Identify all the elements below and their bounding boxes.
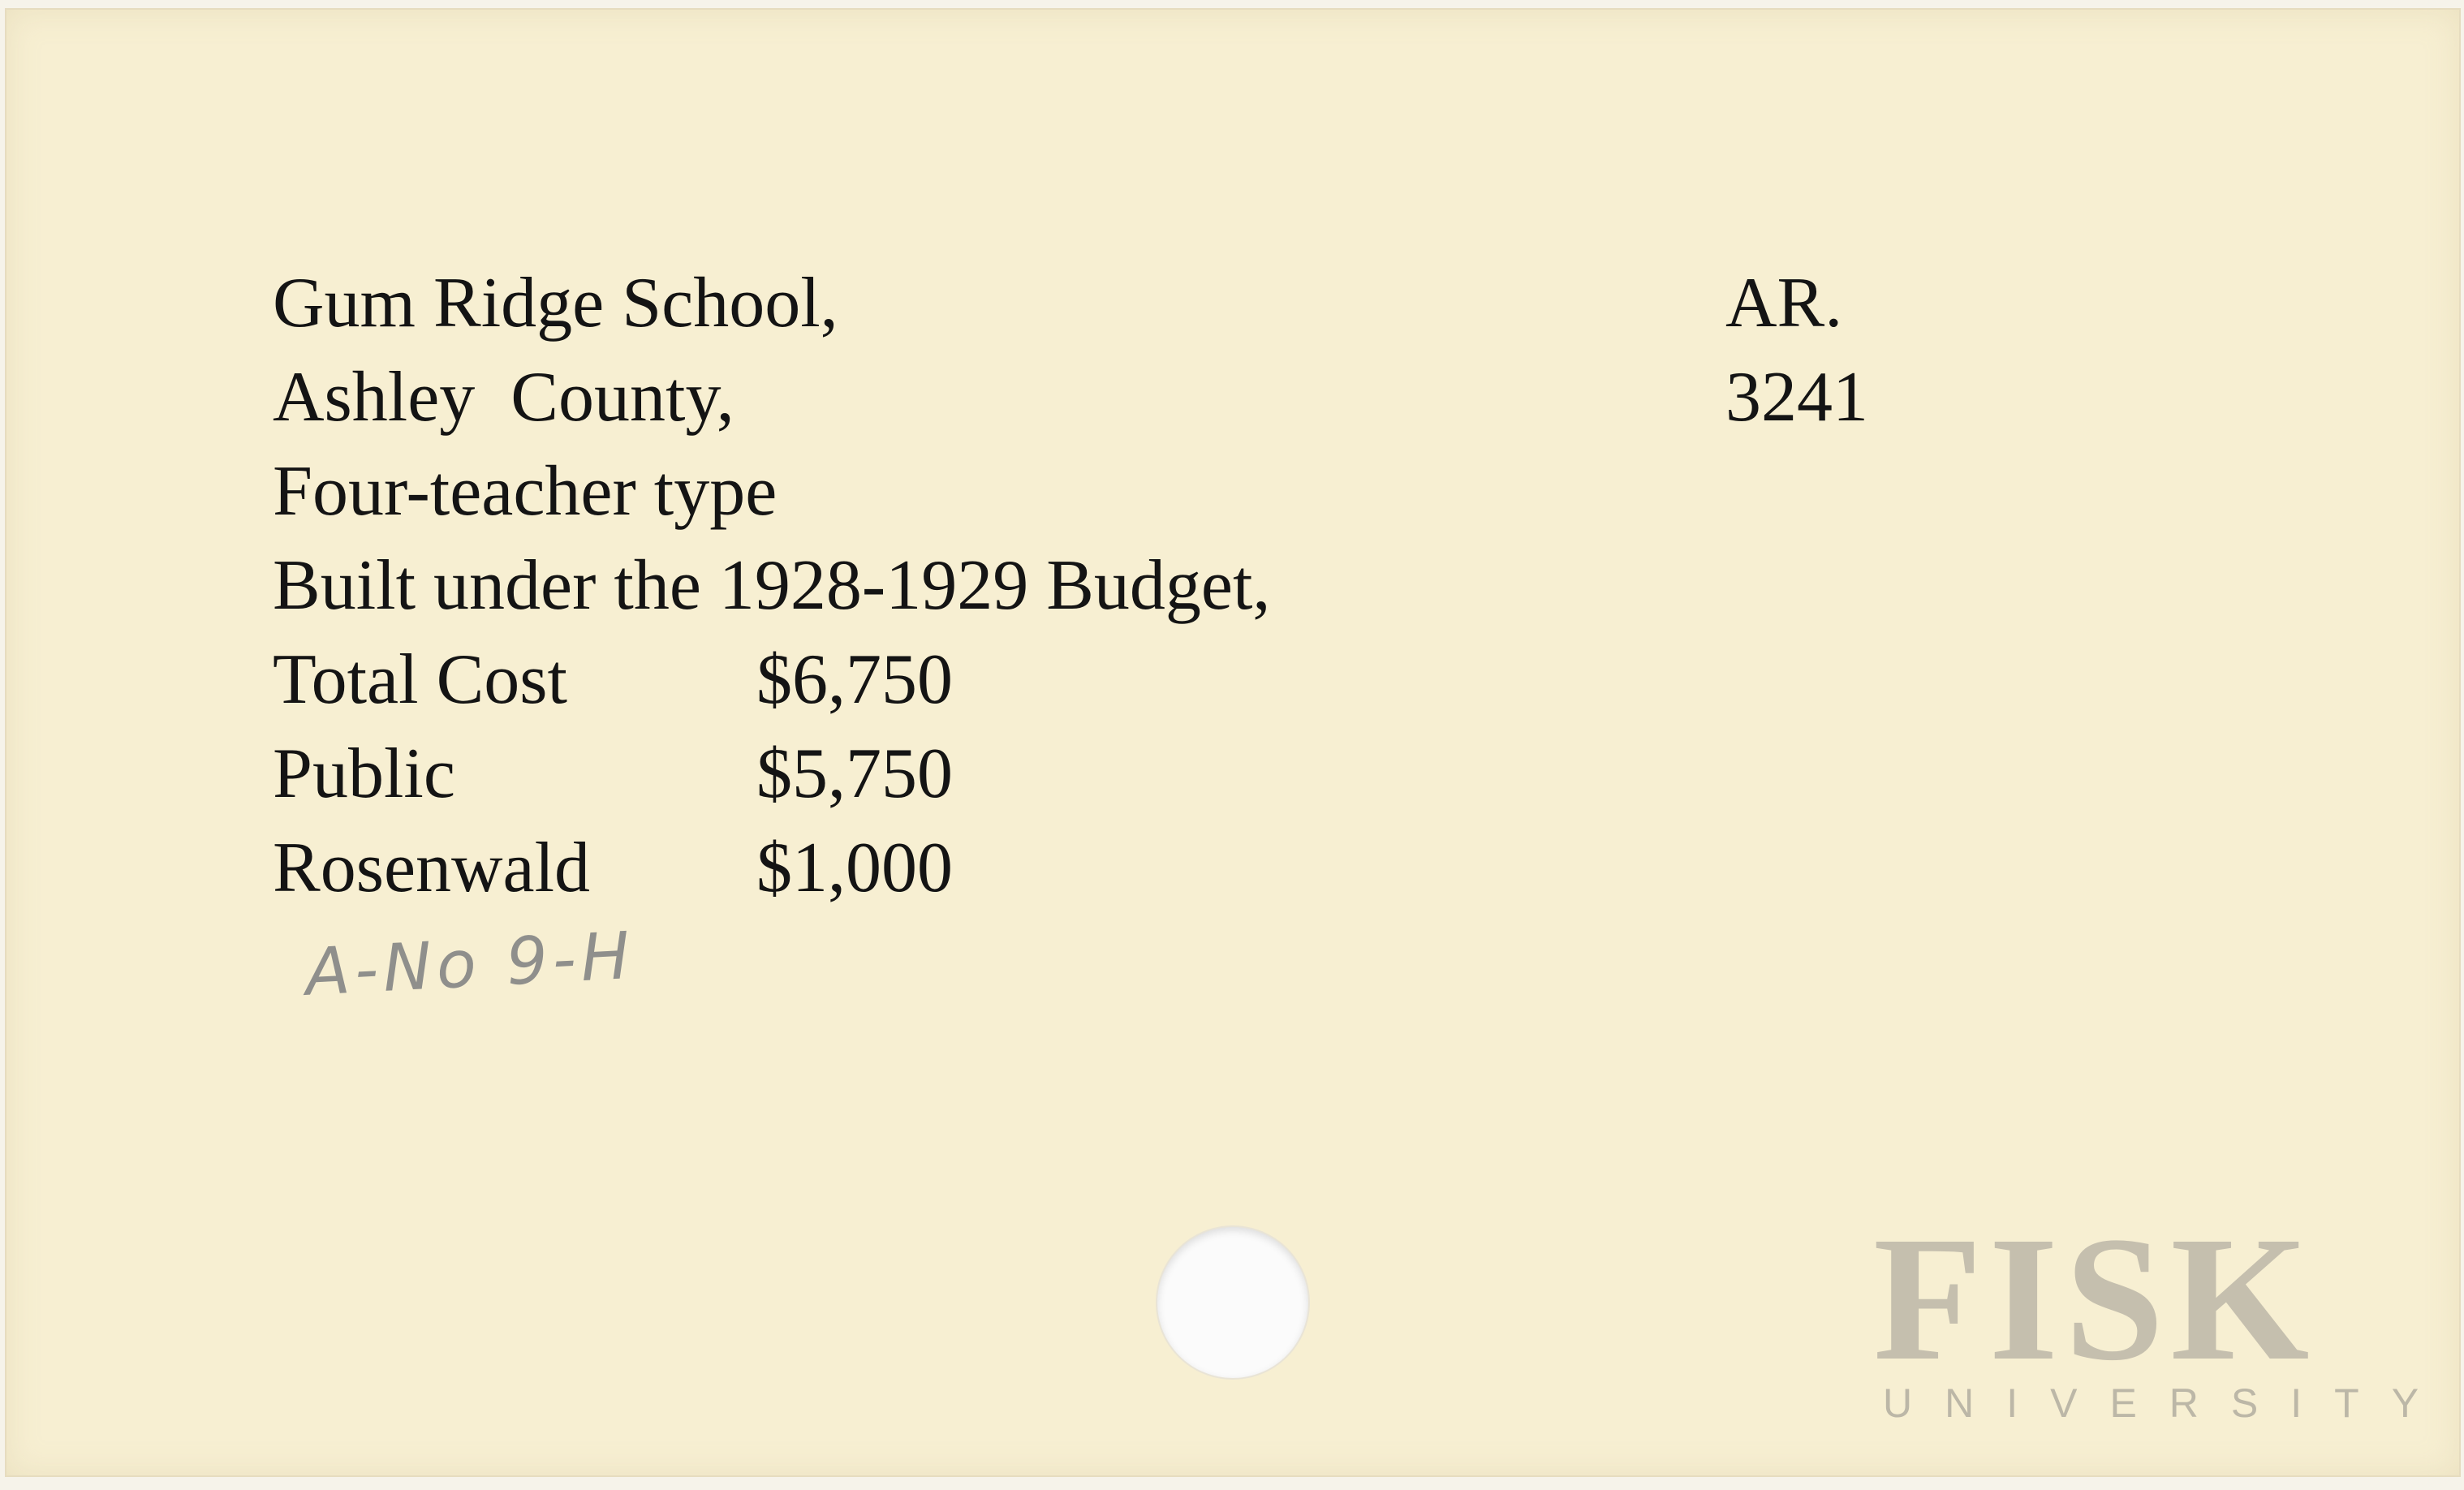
- logo-subtitle: UNIVERSITY: [1883, 1380, 2452, 1426]
- state-code: AR.: [1725, 264, 1843, 342]
- school-type-line: Four-teacher type: [273, 452, 778, 531]
- index-card: [5, 8, 2461, 1477]
- budget-line: Built under the 1928-1929 Budget,: [273, 546, 1271, 625]
- total-cost-value: $6,750: [756, 640, 953, 719]
- handwritten-note: A-No 9-H: [304, 917, 637, 1010]
- rosenwald-value: $1,000: [756, 829, 953, 907]
- school-name-line: Gum Ridge School,: [273, 264, 838, 342]
- rosenwald-label: Rosenwald: [273, 829, 591, 907]
- fisk-university-logo: [1873, 1199, 2452, 1428]
- county-line: Ashley County,: [273, 358, 734, 437]
- public-label: Public: [273, 734, 455, 813]
- card-number: 3241: [1725, 358, 1868, 437]
- total-cost-label: Total Cost: [273, 640, 567, 719]
- public-value: $5,750: [756, 734, 953, 813]
- logo-wordmark: FISK: [1873, 1199, 2316, 1397]
- punch-hole: [1157, 1227, 1308, 1378]
